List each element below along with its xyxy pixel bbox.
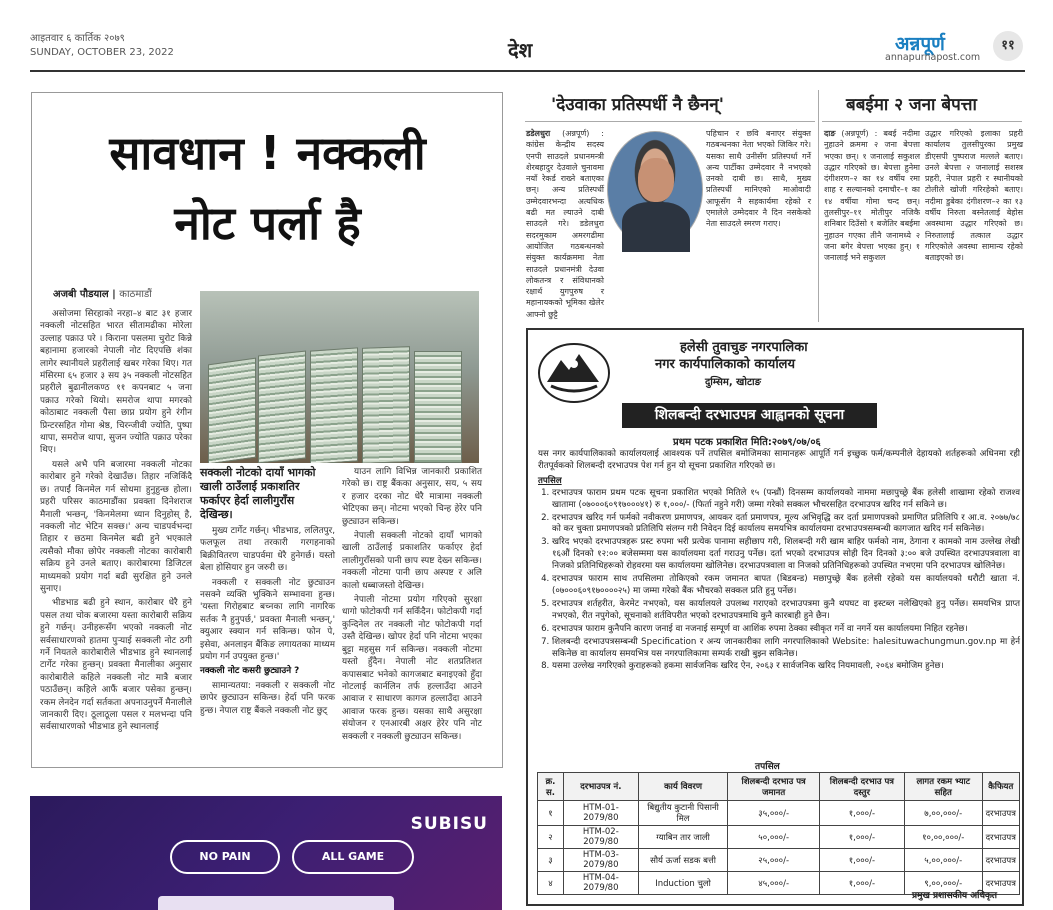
headline-line1: सावधान ! नक्कली [109, 126, 426, 180]
notice-body [538, 449, 1020, 674]
dateline: दाङ [824, 129, 836, 138]
author-name: अजबी पौडयाल [53, 289, 109, 300]
table-header: शिलबन्दी दरभाउ पत्र दस्तुर [819, 773, 904, 801]
list-item: 3. खरिद भएको दरभाउपत्रहरू प्रस्ट रुपमा भरी प्रत्येक पानामा सहीछाप गरी, शिलबन्दी गरी खाम बाहिर फर्मको नाम, ठेगाना र कामको नाम उल्लेख लेखी १६औं दिनको १२:०० बजेसम्ममा यस कार्यालयमा दर्ता गराउनु पर्नेछ। दर्ता भएको दरभाउपत्र सोही दिन दिनको ३:०० बजे उपस्थित दरभाउपत्रवाला वा निजको प्रतिनिधिहरूको रोहवरमा यस कार्यालयमा खोलिनेछ। दरभाउपत्रवाला वा निजको प्रतिनिधिहरूको उपस्थित नभएमा पनि दरभाउपत्र खोलिनेछ। [552, 537, 1020, 573]
notice-tapsil: तपसिल [538, 475, 562, 486]
subisu-advertisement[interactable] [30, 796, 502, 910]
list-item: 1. दरभाउपत्र फाराम प्रथम पटक सूचना प्रकाशित भएको मितिले १५ (पन्ध्रौं) दिनसम्म कार्यालयको नाममा मछापुच्छ्रे बैंक हलेसी शाखामा रहेको राजश्व खातामा (०७०००६०९१७०००४१) रु १,०००/- (फिर्ता नहुने गरी) जम्मा गरेको सक्कल भौचरसहित दरभाउपत्र खरिद गर्न सकिने छ। [552, 488, 1020, 512]
table-cell: १०,००,०००/- [904, 826, 982, 849]
list-item: 8. यसमा उल्लेख नगरिएको कुराहरूको हकमा सार्वजनिक खरिद ऐन, २०६३ र सार्वजनिक खरिद नियमावली, २०६४ बमोजिम हुनेछ। [552, 661, 1020, 673]
counterfeit-notes-photo [200, 291, 479, 463]
list-item: 2. दरभाउपत्र खरिद गर्न फर्मको नवीकरण प्रमाणपत्र, आयकर दर्ता प्रमाणपत्र, मूल्य अभिवृद्धि कर दर्ता प्रमाणपत्रको प्रमाणित प्रतिलिपि र आ.व. २०७७/७८ को कर चुक्ता प्रमाणपत्रको प्रतिलिपि संलग्न गरी निवेदन दिई कार्यालय समयभित्र कार्यालयमा दरभाउपत्रसम्बन्धी कागजात खरिद गर्न सकिनेछ। [552, 513, 1020, 537]
portrait-photo [607, 131, 703, 248]
brand-url[interactable]: annapurnapost.com [885, 52, 981, 63]
table-cell: HTM-01-2079/80 [564, 801, 639, 826]
table-header: कार्य विवरण [638, 773, 728, 801]
main-headline [40, 118, 495, 258]
paragraph: नेपाली सक्कली नोटको दायाँ भागको खाली ठाउँलाई प्रकाशतिर फर्काएर हेर्दा लालीगुराँसको पानी छाप स्पष्ट देख्न सकिन्छ। नक्कली नोटमा पानी छाप अस्पष्ट र अलि कालो धब्बाजस्तो देखिन्छ। [342, 531, 482, 591]
table-cell: HTM-02-2079/80 [564, 826, 639, 849]
story2-text: (अन्नपूर्ण) : कांग्रेस केन्द्रीय सदस्य एनपी साउदले प्रधानमन्त्री शेरबहादुर देउवाले चुनावमा नयाँ रेकर्ड राख्ने बताएका छन्। अन्य प्रतिस्पर्धी उम्मेदवारभन्दा अत्यधिक बढी मत ल्याउने दाबी साउदले गरे। डडेलधुरा सदरमुकाम अमरगढीमा आयोजित गठबन्धनको संयुक्त कार्यक्रममा नेता साउदले प्रधानमंत्री देउवा लोकतन्त्र र संविधानको रक्षार्थ युगपुरुष र महानायकको भूमिका खेलेर आफ्नो छुट्टै [526, 129, 604, 319]
headline-line2: नोट पर्ला है [174, 196, 361, 250]
paragraph: भीडभाड बढी हुने स्थान, कारोबार धेरै हुने पसल तथा चोक बजारमा यस्ता कारोबारी सक्रिय हुने गर्छन्। उनीहरूसँग भएको नक्कली नोट सर्वसाधारणको हातमा पुऱ्याई सक्कली नोट ठगी गर्ने नियतले कारोबारीले भीडभाड हुने स्थानलाई टार्गेट गरेका हुन्छन्। प्रवक्ता मैनालीका अनुसार कारोबारीले कहिले नक्कली नोट मात्रै बजार पठाउँछन्। कहिले आफैं बजार पसेका हुन्छन्। रकम लेनदेन गर्दा सर्तकता अपनाउनुपर्ने मैनालीले जानकारी दिए। ठूलाठूला पसल र मलभन्दा पनि सर्वसाधारणको भीडभाड हुने स्थानलाई [40, 598, 192, 733]
main-col-2 [200, 525, 335, 719]
paragraph: नक्कली र सक्कली नोट छुट्याउन नसक्ने व्यक्ति भुक्किने सम्भावना हुन्छ। 'यस्ता गिरोहबाट बच्नका लागि नागरिक सर्तक नै हुनुपर्छ,' प्रवक्ता मैनाली भन्छन्,' क्युआर स्क्यान गर्न सकिन्छ। फोन पे, इसेवा, अनलाइन बैंकिङ लगायतका माध्यम प्रयोग गर्न उपयुक्त हुन्छ।' [200, 577, 335, 663]
table-header: दरभाउपत्र नं. [564, 773, 639, 801]
table-header: शिलबन्दी दरभाउ पत्र जमानत [728, 773, 820, 801]
table-cell: दरभाउपत्र [982, 826, 1019, 849]
notice-banner: शिलबन्दी दरभाउपत्र आह्वानको सूचना [622, 403, 877, 428]
main-col-3 [342, 466, 482, 745]
story3-title: बबईमा २ जना बेपत्ता [846, 95, 977, 115]
paragraph: याउन लागि विभिन्न जानकारी प्रकाशित गरेको छ। राष्ट्र बैंकका अनुसार, सय, ५ सय र हजार दरका नोट धेरै मात्रामा नक्कली भेटिएका छन्। नोटमा भएको चिन्ह हेरेर पनि छुट्याउन सकिन्छ। [342, 467, 482, 527]
page-number: ११ [993, 31, 1023, 61]
date-english: SUNDAY, OCTOBER 23, 2022 [30, 47, 174, 58]
list-item: 6. दरभाउपत्र फाराम कुनैपनि कारण जनाई वा नजनाई सम्पूर्ण वा आशिंक रुपमा ठेक्का स्वीकृत गर्ने वा नगर्ने यस कार्यालयमा निहित रहनेछ। [552, 624, 1020, 636]
table-cell: बिद्युतीय कुटानी पिसानी मिल [638, 801, 728, 826]
municipality-emblem-icon [537, 342, 611, 404]
date-nepali: आइतवार ६ कार्तिक २०७९ [30, 33, 125, 44]
table-cell: HTM-04-2079/80 [564, 872, 639, 895]
divider [525, 121, 815, 122]
table-cell: १ [538, 801, 564, 826]
notice-signature: प्रमुख प्रशासकीय अधिकृत [912, 891, 998, 901]
table-cell: दरभाउपत्र [982, 872, 1019, 895]
table-cell: ७,००,०००/- [904, 801, 982, 826]
dateline: डडेलधुरा [526, 129, 551, 138]
notice-org-1: हलेसी तुवाचुङ नगरपालिका [680, 340, 808, 355]
subhead: नक्कली नोट कसरी छुट्याउने ? [200, 666, 300, 677]
table-caption: तपसिल [755, 762, 780, 772]
divider [818, 90, 819, 322]
brand-logo: अन्नपूर्ण [895, 33, 945, 55]
table-cell: दरभाउपत्र [982, 849, 1019, 872]
paragraph: नेपाली नोटमा प्रयोग गरिएको सुरक्षा धागो फोटोकपी गर्न सकिँदैन। फोटोकपी गर्दा कुन्दिनेल तर नक्कली नोट फोटोकपी गर्दा उस्तै देखिन्छ। खोपर हेर्दा पनि नोटमा भएका बुट्टा महसुस गर्न सकिन्छ। नक्कली नोटमा यस्तो हुँदैन। नेपाली नोट शतप्रतिशत कपासबाट भनेको कागजबाट बनाइएको हुँदा नोटलाई कार्नलिन तर्फ हल्लाउँदा आउने आवाज र साधारण कागज हल्लाउँदा आउने आवाज फरक हुन्छ। यसका साथै असुरक्षा संयोजन र एनआरबी अक्षर हेरेर पनि नोट सक्कली र नक्कली छुट्याउन सकिन्छ। [342, 595, 482, 742]
table-header-row [538, 773, 1020, 801]
main-col-1 [40, 308, 192, 736]
story3-text: (अन्नपूर्ण) : बबई नदीमा नुहाउने क्रममा २ जना बेपत्ता भएका छन्। १ जनालाई सकुशल उद्धार गरिएको छ। बेपत्ता हुनेमा दंगीशरण–२ का १४ वर्षीय रमा शाह र सल्यानको दमाचौर–१ का १४ वर्षीया गोमा चन्द छन्। तुलसीपुर–११ मोतीपुर नजिकै शनिबार दिउँसो १ बजेतिर बबईमा नुहाउन गएका तीनै जनामध्ये २ जना बगेर बेपत्ता भएका हुन्। १ जनालाई भने सकुशल [824, 129, 921, 263]
story3-col-2: उद्धार गरिएको इलाका प्रहरी कार्यालय तुलसीपुरका प्रमुख डीएसपी पुष्पराज मल्लले बताए। उनले बेपत्ता २ जनालाई सशस्त्र प्रहरी, नेपाल प्रहरी र स्थानीयको टोलीले खोजी गरिरहेको बताए। नदीमा डुबेका दंगीशरण–२ का १३ वर्षीय निरुता बस्नेतलाई बेहोस अवस्थामा उद्धार गरिएको छ। निरुतालाई तत्काल उद्धार गरिएकोले अवस्था सामान्य रहेको बताइएको छ। [925, 129, 1023, 263]
notice-org-2: नगर कार्यपालिकाको कार्यालय [655, 357, 796, 372]
table-cell: Induction चुलो [638, 872, 728, 895]
table-cell: ३५,०००/- [728, 801, 820, 826]
section-title: देश [508, 38, 533, 62]
table-header: क्र. स. [538, 773, 564, 801]
tender-table [537, 772, 1020, 895]
table-header: लागत रकम भ्याट सहित [904, 773, 982, 801]
table-cell: १,०००/- [819, 826, 904, 849]
table-cell: १,०००/- [819, 849, 904, 872]
notice-org-3: दुम्सिम, खोटाङ [705, 377, 761, 388]
table-cell: HTM-03-2079/80 [564, 849, 639, 872]
table-cell: ५०,०००/- [728, 826, 820, 849]
table-row [538, 826, 1020, 849]
table-header: कैफियत [982, 773, 1019, 801]
table-cell: २५,०००/- [728, 849, 820, 872]
table-row [538, 801, 1020, 826]
notice-intro: यस नगर कार्यपालिकाको कार्यालयलाई आवश्यक पर्ने तपसिल बमोजिमका सामानहरू आपूर्ति गर्न इच्छुक फर्म/कम्पनीले देहायको शर्तहरूको अधिनमा रही रीतपूर्वकको शिलबन्दी दरभाउपत्र पेश गर्न हुन यो सूचना प्रकाशित गरिएको छ। [538, 449, 1020, 471]
table-cell: २ [538, 826, 564, 849]
story3-col-1 [824, 128, 920, 264]
table-cell: १,०००/- [819, 872, 904, 895]
ad-all-game-button[interactable]: ALL GAME [292, 840, 414, 874]
paragraph: सामान्यतया: नक्कली र सक्कली नोट छापेर छुट्याउन सकिन्छ। हेर्दा पनि फरक हुन्छ। नेपाल राष्ट्र बैंकले नक्कली नोट छुट् [200, 680, 335, 716]
byline-location: काठमाडौं [119, 289, 152, 300]
story2-title: 'देउवाका प्रतिस्पर्धी नै छैनन्' [551, 95, 724, 115]
table-cell: ४५,०००/- [728, 872, 820, 895]
paragraph: असोजमा सिरहाको नरहा–४ बाट ३१ हजार नक्कली नोटसहित भारत सीतामढीका मोरेला उल्लाह पक्राउ परे । किराना पसलमा चुरोट किन्ने बहानामा हजारको नेपाली नोट दिएपछि शंका लागेर स्थानीयले प्रहरीलाई खबर गरेका थिए। गत मंसिरमा ६५ हजार ३ सय ३५ नक्कली नोटसहित प्रहरीले बुढानीलकण्ठ ११ कपनबाट ५ जना पक्राउ गरेको थियो। समरोज थापा मगरको कोठाबाट नक्कली पैसा छाप्न प्रयोग हुने रंगीन प्रिन्टरसहित गोमा श्रेष्ठ, चिरन्जीवी ज्योति, पुष्पा थापा, समरोज थापा, सुजन ज्योति पक्राउ परेका थिए। [40, 309, 192, 456]
ad-decorative-bar [158, 896, 394, 910]
byline: अजबी पौडयाल | काठमाडौं [53, 289, 152, 300]
table-cell: ५,००,०००/- [904, 849, 982, 872]
list-item: 7. शिलबन्दी दरभाउपत्रसम्बन्धी Specification र अन्य जानकारीका लागि नगरपालिकाको Website: halesituwachungmun.gov.np मा हेर्न सकिनेछ वा कार्यालय समयभित्र यस नगरपालिकामा सम्पर्क राखी बुझ्न सकिनेछ। [552, 637, 1020, 661]
table-cell: ग्याबिन तार जाली [638, 826, 728, 849]
divider [822, 121, 1022, 122]
header-date [30, 32, 174, 60]
paragraph: यसले अभै पनि बजारमा नक्कली नोटका कारोबार हुने गरेको देखाउँछ। तिहार नजिकिँदै छ। तपाईं किनमेल गर्न सोधमा हुनुहुन्छ होला। प्रहरी परिसर काठमाडौंका प्रवक्ता दिनेशराज मैनाली भन्छन्, 'किनमेलमा ध्यान दिनुहोस् है, नक्कली नोट भेटिन सक्छ।' अन्य चाडपर्वभन्दा तिहार र छठमा किनमेल बढी हुने भएकाले त्यसैको मौका छोपेर नक्कली नोटका कारोबारी सक्रिय हुने उनले बताए। कारोबारमा डिजिटल माध्यमको प्रयोग गर्दा बढी सुरक्षित हुने उनले सुनाए। [40, 459, 192, 594]
table-cell: ४ [538, 872, 564, 895]
table-cell: ९,००,०००/- [904, 872, 982, 895]
notice-list [538, 488, 1020, 674]
story2-col-1 [526, 128, 604, 320]
table-row [538, 849, 1020, 872]
table-cell: १,०००/- [819, 801, 904, 826]
ad-no-pain-button[interactable]: NO PAIN [170, 840, 280, 874]
pull-quote: सक्कली नोटको दायाँ भागको खाली ठाउँलाई प्रकाशतिर फर्काएर हेर्दा लालीगुराँस देखिन्छ। [200, 466, 316, 521]
table-cell: ३ [538, 849, 564, 872]
paragraph: मुख्य टार्गेट गर्छन्। भीडभाड, ललितपुर, फलफूल तथा तरकारी गरगहनाको बिक्रीवितरण चाडपर्वमा धेरै हुनेगर्छ। यस्तो बेला होसियार हुन जरुरी छ। [200, 526, 335, 574]
table-cell: दरभाउपत्र [982, 801, 1019, 826]
ad-logo: SUBISU [410, 814, 488, 834]
notice-published-date: प्रथम पटक प्रकाशित मिति:२०७९/०७/०६ [673, 437, 821, 448]
story2-col-2: पहिचान र छवि बनाएर संयुक्त गठबन्धनका नेता भएको जिकिर गरे। यसका साथै उनीसँग प्रतिस्पर्धा गर्ने अन्य पार्टीका उम्मेदवार नै नभएको उनको दाबी छ। साथै, मुख्य प्रतिस्पर्धी मानिएको माओवादी आफूसँग नै सहकार्यमा रहेको र एमालेले उम्मेदवार नै दिन नसकेको नेता साउदले स्मरण गराए। [706, 129, 811, 229]
header-rule [30, 70, 1025, 72]
list-item: 4. दरभाउपत्र फाराम साथ तपसिलमा तोकिएको रकम जमानत बापत (बिडबन्ड) मछापुच्छ्रे बैंक हलेसी रहेको यस कार्यालयको धरौटी खाता नं. (०७०००६०९१७००००२५) मा जम्मा गरेको बैंक भौचरको सक्कल प्रति हुनु पर्नेछ। [552, 574, 1020, 598]
list-item: 5. दरभाउपत्र शर्तहरीत, केरमेट नभएको, यस कार्यालयले उपलब्ध गराएको दरभाउपत्रमा कुनै थपघट वा इस्टब्ल नलेखिएको हुनु पर्नेछ। समयभित्र प्राप्त नभएको, रीत नपुगेको, सूचनाको शर्तविपरीत भएको दरभाउपत्रमाथि कुनै कारबाही हुने छैन। [552, 599, 1020, 623]
table-cell: सौर्य ऊर्जा सडक बत्ती [638, 849, 728, 872]
